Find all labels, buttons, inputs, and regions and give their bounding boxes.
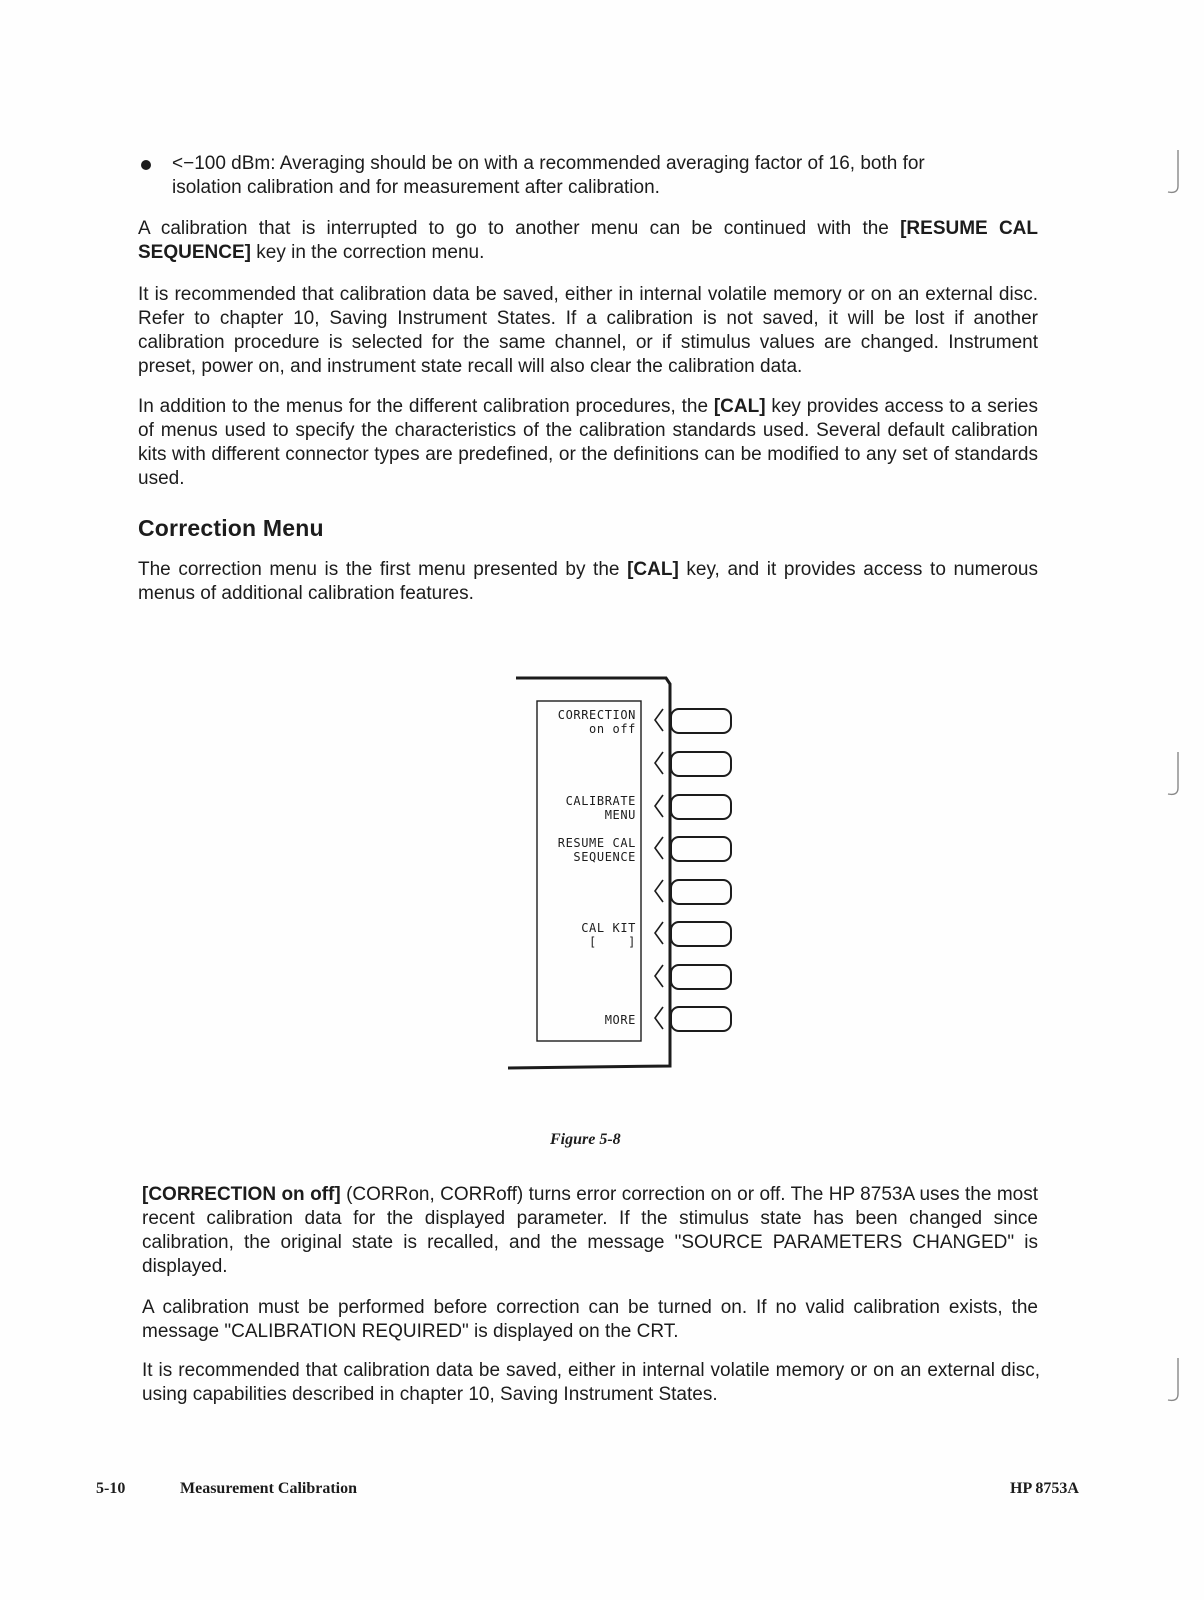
key-reference: [CAL] <box>713 396 766 417</box>
softkey-7 <box>653 964 743 992</box>
paragraph-text: In addition to the menus for the different calibration procedures, the <box>138 396 714 417</box>
key-reference: [CAL] <box>627 559 679 580</box>
binder-hole-mark <box>1148 1356 1188 1404</box>
page-number: 5-10 <box>96 1480 126 1497</box>
paragraph-resume-cal <box>138 217 1038 265</box>
softkey-4 <box>653 836 743 864</box>
figure-caption: Figure 5-8 <box>550 1131 621 1148</box>
softkey-2 <box>653 751 743 779</box>
softkey-3 <box>653 794 743 822</box>
softkey-label-line: SEQUENCE <box>573 850 636 864</box>
bullet-dot <box>141 160 151 170</box>
softkey-menu-figure <box>500 670 750 1080</box>
softkey-label-line: CALIBRATE <box>565 794 636 808</box>
softkey-6 <box>653 921 743 949</box>
key-reference: [RESUME CAL SEQUENCE] <box>138 218 1038 263</box>
softkey-label-line: CORRECTION <box>557 708 636 722</box>
paragraph-text: (CORRon, CORRoff) turns error correction on or off. The HP 8753A uses the most recent calibration data for the displayed parameter. If the stimulus state has been changed since calibration, the original state is recalled, and the message "SOURCE PARAMETERS CHANGED" is displayed. <box>142 1184 1039 1277</box>
softkey-label-line: on off <box>589 722 636 736</box>
paragraph-cal-key <box>138 395 1038 491</box>
paragraph-text: key provides access to a series of menus used to specify the characteristics of the calibration standards used. Several default calibration kits with different connector types are predefined, or the definitions can be modified to any set of standards used. <box>138 396 1038 489</box>
paragraph-text: key, and it provides access to numerous menus of additional calibration features. <box>138 559 1038 604</box>
softkey-label-line: MORE <box>604 1013 636 1027</box>
softkey-label-cal-kit <box>540 921 636 949</box>
bullet-line-2: isolation calibration and for measurement after calibration. <box>172 177 660 198</box>
softkey-1 <box>653 708 743 736</box>
softkey-8 <box>653 1006 743 1034</box>
paragraph-calibration-required: A calibration must be performed before correction can be turned on. If no valid calibration exists, the message "CALIBRATION REQUIRED" is displayed on the CRT. <box>142 1297 1038 1342</box>
paragraph-save-recommendation: It is recommended that calibration data be saved, either in internal volatile memory or on an external disc, using capabilities described in chapter 10, Saving Instrument States. <box>142 1360 1040 1405</box>
softkey-label-line: MENU <box>604 808 636 822</box>
softkey-5 <box>653 879 743 907</box>
binder-hole-mark <box>1148 148 1188 196</box>
softkey-label-more <box>540 1013 636 1027</box>
paragraph-text: A calibration that is interrupted to go to another menu can be continued with the <box>138 218 901 239</box>
chapter-title: Measurement Calibration <box>180 1480 358 1497</box>
paragraph-text: key in the correction menu. <box>250 242 485 263</box>
binder-hole-mark <box>1148 750 1188 798</box>
paragraph-correction-description <box>142 1183 1038 1279</box>
section-heading: Correction Menu <box>138 515 324 541</box>
softkey-label-line: [ ] <box>589 935 636 949</box>
product-name: HP 8753A <box>1010 1480 1079 1497</box>
key-reference: [CORRECTION on off] <box>142 1184 341 1205</box>
softkey-label-calibrate-menu <box>540 794 636 822</box>
softkey-label-resume-cal <box>540 836 636 864</box>
paragraph-text: The correction menu is the first menu presented by the <box>138 559 628 580</box>
softkey-label-line: CAL KIT <box>581 921 636 935</box>
softkey-label-line: RESUME CAL <box>557 836 636 850</box>
bullet-line-1: <−100 dBm: Averaging should be on with a recommended averaging factor of 16, both for <box>172 153 925 174</box>
paragraph-correction-intro <box>138 558 1038 606</box>
paragraph-save-calibration: It is recommended that calibration data be saved, either in internal volatile memory or on an external disc. Refer to chapter 10, Saving Instrument States. If a calibration is not saved, it will be lost if another calibration procedure is selected for the same channel, or if stimulus values are changed. Instrument preset, power on, and instrument state recall will also clear the calibration data. <box>138 284 1038 377</box>
softkey-label-correction <box>540 708 636 736</box>
